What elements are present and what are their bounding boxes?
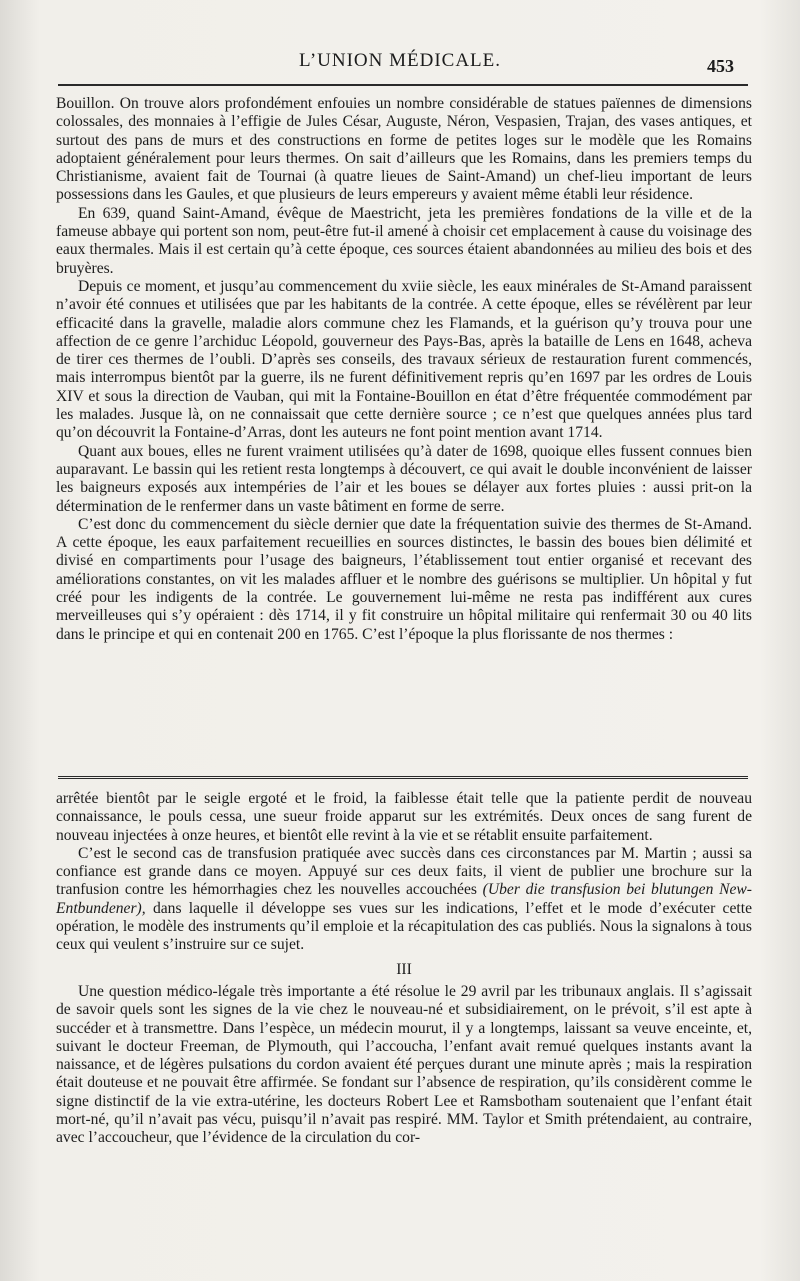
paragraph: Une question médico-légale très importante a été résolue le 29 avril par les tribunaux anglais. Il s’agissait de savoir quels sont les signes de la vie chez le nouveau-né et subsidiairement, on le prévoit, s’il est apte à succéder et à transmettre. Dans l’espèce, un médecin mourut, il y a longtemps, laissant sa veuve enceinte, et, suivant le docteur Freeman, de Plymouth, qui l’accoucha, l’enfant avait remué quelques instants avant la naissance, et de légères pulsations du cordon avaient été perçues durant une minute après ; mais la respiration était douteuse et ne pouvait être affirmée. Se fondant sur l’absence de respiration, qu’ils considèrent comme le signe distinctif de la vie extra-utérine, les docteurs Robert Lee et Ramsbotham soutenaient que l’enfant était mort-né, qu’il n’avait pas vécu, puisqu’il n’avait pas respiré. MM. Taylor et Smith prétendaient, au contraire, avec l’accoucheur, que l’évidence de la circulation du cor- — [56, 982, 752, 1147]
header-rule — [58, 84, 748, 86]
paragraph: En 639, quand Saint-Amand, évêque de Maestricht, jeta les premières fondations de la ville et de la fameuse abbaye qui portent son nom, peut-être fut-il amené à choisir cet emplacement à cause du voisinage des eaux thermales. Mais il est certain qu’à cette époque, ces sources étaient abandonnées au milieu des bois et des bruyères. — [56, 204, 752, 277]
paragraph: Quant aux boues, elles ne furent vraiment utilisées qu’à dater de 1698, quoique elles fussent connues bien auparavant. Le bassin qui les retient resta longtemps à découvert, ce qui avait le double inconvénient de laisser les baigneurs exposés aux intempéries de l’air et les boues se délayer aux fortes pluies : aussi prit-on la détermination de le renfermer dans un vaste bâtiment en forme de serre. — [56, 442, 752, 515]
text-run: dans laquelle il développe ses vues sur les indications, l’effet et le mode d’exécuter cette opération, le modèle des instruments qu’il emploie et la récapitulation des cas publiés. Nous la signalons à tous ceux qui veulent s’instruire sur ce sujet. — [56, 899, 752, 954]
article-bottom — [56, 790, 752, 1148]
paragraph — [56, 845, 752, 955]
paragraph: arrêtée bientôt par le seigle ergoté et le froid, la faiblesse était telle que la patiente perdit de nouveau connaissance, le pouls cessa, une sueur froide apparut sur les extrémités. Deux onces de sang furent de nouveau injectées à onze heures, et bientôt elle revint à la vie et se rétablit ensuite parfaitement. — [56, 790, 752, 844]
book-title: (Uber die transfusion bei blutungen New-Entbundener), — [56, 881, 752, 917]
page-header — [0, 46, 800, 86]
text-run: C’est le second cas de transfusion pratiquée avec succès dans ces circonstances par M. Martin ; aussi sa confiance est grande dans ce moyen. Appuyé sur ces deux faits, il vient de publier une brochure sur la tranfusion contre les hémorrhagies chez les nouvelles accouchées — [56, 844, 752, 899]
paragraph: C’est donc du commencement du siècle dernier que date la fréquentation suivie des thermes de St-Amand. A cette époque, les eaux parfaitement recueillies en sources distinctes, le bassin des boues bien délimité et divisé en compartiments pour l’usage des baigneurs, l’établissement tout entier organisé et recevant des améliorations constantes, on vit les malades affluer et le nombre des guérisons se multiplier. Un hôpital y fut créé pour les indigents de la contrée. Le gouvernement lui-même ne resta pas indifférent aux cures merveilleuses qui s’y opéraient : dès 1714, il y fit construire un hôpital militaire qui renfermait 30 ou 40 lits dans le principe et qui en contenait 200 en 1765. C’est l’époque la plus florissante de nos thermes : — [56, 515, 752, 643]
section-number: III — [396, 960, 412, 978]
paragraph: Depuis ce moment, et jusqu’au commencement du xviie siècle, les eaux minérales de St-Amand paraissent n’avoir été connues et utilisées que par les habitants de la contrée. A cette époque, elles se révélèrent par leur efficacité dans la gravelle, maladie alors commune chez les Flamands, et la guérison qu’y trouva pour une affection de ce genre l’archiduc Léopold, gouverneur des Pays-Bas, après la bataille de Lens en 1648, acheva de tirer ces thermes de l’oubli. D’après ses conseils, des travaux sérieux de restauration furent commencés, mais interrompus bientôt par la guerre, ils ne furent définitivement repris qu’en 1697 par les ordres de Louis XIV et sous la direction de Vauban, qui mit la Fontaine-Bouillon en état d’être fréquentée commodément par les malades. Jusque là, on ne connaissait que cette dernière source ; ce n’est que quelques années plus tard qu’on découvrit la Fontaine-d’Arras, dont les auteurs ne font point mention avant 1714. — [56, 277, 752, 442]
page-number: 453 — [707, 56, 734, 76]
running-title: L’UNION MÉDICALE. — [298, 50, 502, 71]
paragraph: Bouillon. On trouve alors profondément enfouies un nombre considérable de statues païennes de dimensions colossales, des monnaies à l’effigie de Jules César, Auguste, Néron, Vespasien, Trajan, des vases antiques, et surtout des pans de murs et des constructions en forme de petites loges sur le modèle que les Romains adoptaient généralement pour leurs thermes. On sait d’ailleurs que les Romains, dans les premiers temps du Christianisme, avaient fait de Tournai (à quatre lieues de Saint-Amand) un chef-lieu important de leurs possessions dans les Gaules, et que plusieurs de leurs empereurs y avaient même établi leur résidence. — [56, 95, 752, 204]
article-top — [56, 95, 752, 644]
section-divider — [58, 776, 748, 782]
